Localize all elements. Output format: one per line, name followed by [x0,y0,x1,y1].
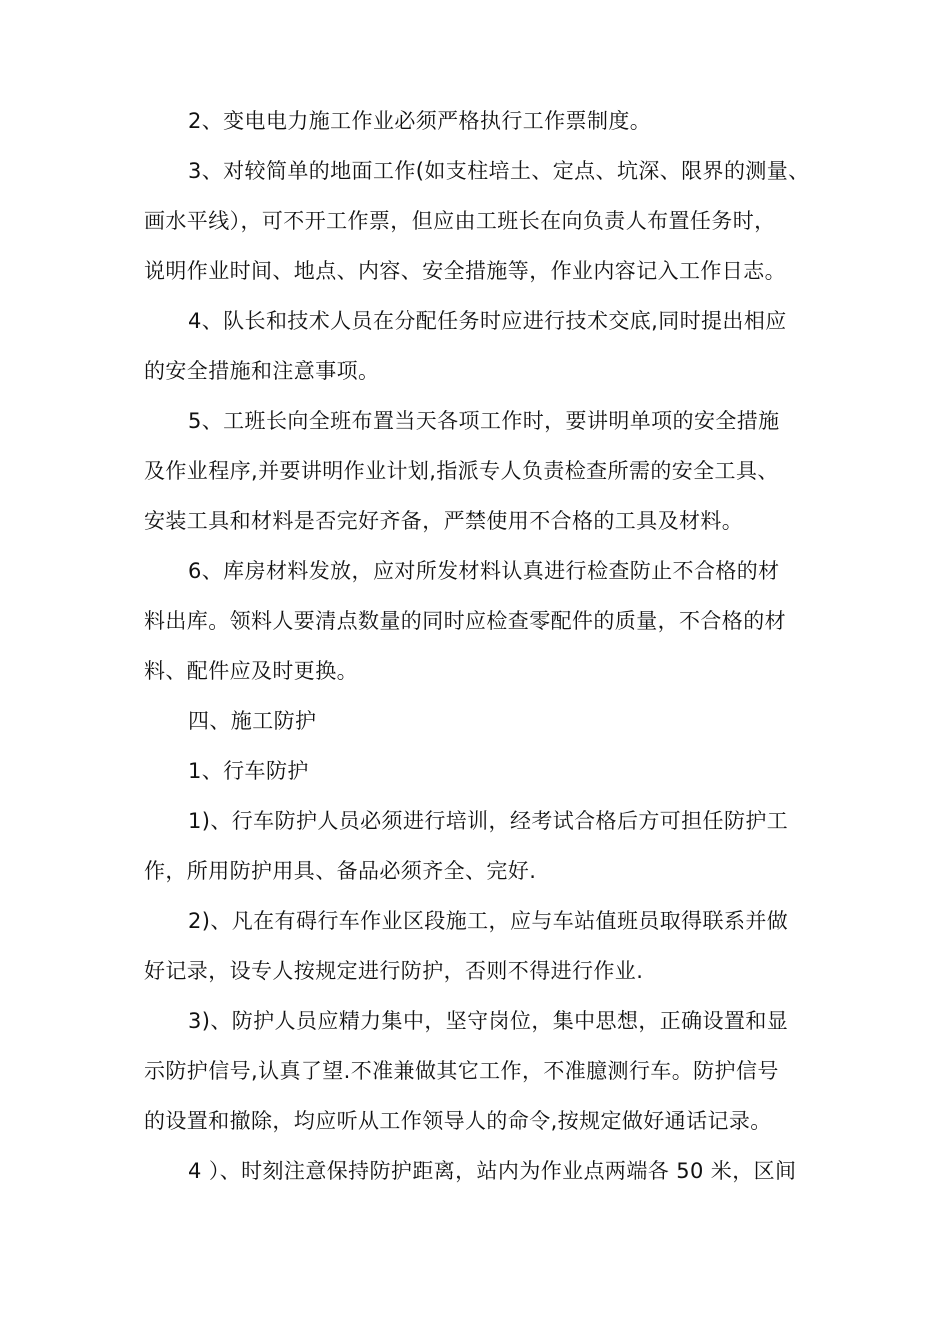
paragraph [144,396,814,546]
paragraph [144,146,814,296]
paragraph-line: 3、对较简单的地面工作(如支柱培土、定点、坑深、限界的测量、 [188,159,810,183]
paragraph-line: 作，所用防护用具、备品必须齐全、完好. [144,859,537,883]
paragraph-line: 2)、凡在有碍行车作业区段施工，应与车站值班员取得联系并做 [188,909,789,933]
paragraph [144,896,814,996]
paragraph-line: 2、变电电力施工作业必须严格执行工作票制度。 [188,109,652,133]
paragraph-line: 示防护信号,认真了望.不准兼做其它工作，不准臆测行车。防护信号 [144,1059,779,1083]
paragraph-line: 4、队长和技术人员在分配任务时应进行技术交底,同时提出相应 [188,309,787,333]
paragraph-line: 画水平线），可不开工作票，但应由工班长在向负责人布置任务时， [144,209,776,233]
paragraph-line: 6、库房材料发放，应对所发材料认真进行检查防止不合格的材 [188,559,780,583]
paragraph-line: 的安全措施和注意事项。 [144,359,380,383]
section-heading-text: 四、施工防护 [188,709,317,733]
document-body [144,96,814,1196]
paragraph-line: 安装工具和材料是否完好齐备，严禁使用不合格的工具及材料。 [144,509,744,533]
paragraph [144,296,814,396]
paragraph [144,546,814,696]
paragraph-line: 1)、行车防护人员必须进行培训，经考试合格后方可担任防护工 [188,809,789,833]
paragraph-line: 料、配件应及时更换。 [144,659,358,683]
subsection-heading [144,746,814,796]
paragraph-line: 4 ）、时刻注意保持防护距离，站内为作业点两端各 50 米，区间 [188,1159,797,1183]
paragraph [144,796,814,896]
paragraph-line: 3)、防护人员应精力集中，坚守岗位，集中思想，正确设置和显 [188,1009,789,1033]
subsection-heading-text: 1、行车防护 [188,759,309,783]
paragraph-line: 的设置和撤除，均应听从工作领导人的命令,按规定做好通话记录。 [144,1109,772,1133]
section-heading [144,696,814,746]
paragraph-line: 5、工班长向全班布置当天各项工作时，要讲明单项的安全措施 [188,409,780,433]
paragraph-line: 好记录，设专人按规定进行防护，否则不得进行作业. [144,959,644,983]
paragraph-line: 料出库。领料人要清点数量的同时应检查零配件的质量，不合格的材 [144,609,786,633]
paragraph-line: 说明作业时间、地点、内容、安全措施等，作业内容记入工作日志。 [144,259,786,283]
paragraph [144,96,814,146]
paragraph [144,1146,814,1196]
paragraph-line: 及作业程序,并要讲明作业计划,指派专人负责检查所需的安全工具、 [144,459,779,483]
paragraph [144,996,814,1146]
